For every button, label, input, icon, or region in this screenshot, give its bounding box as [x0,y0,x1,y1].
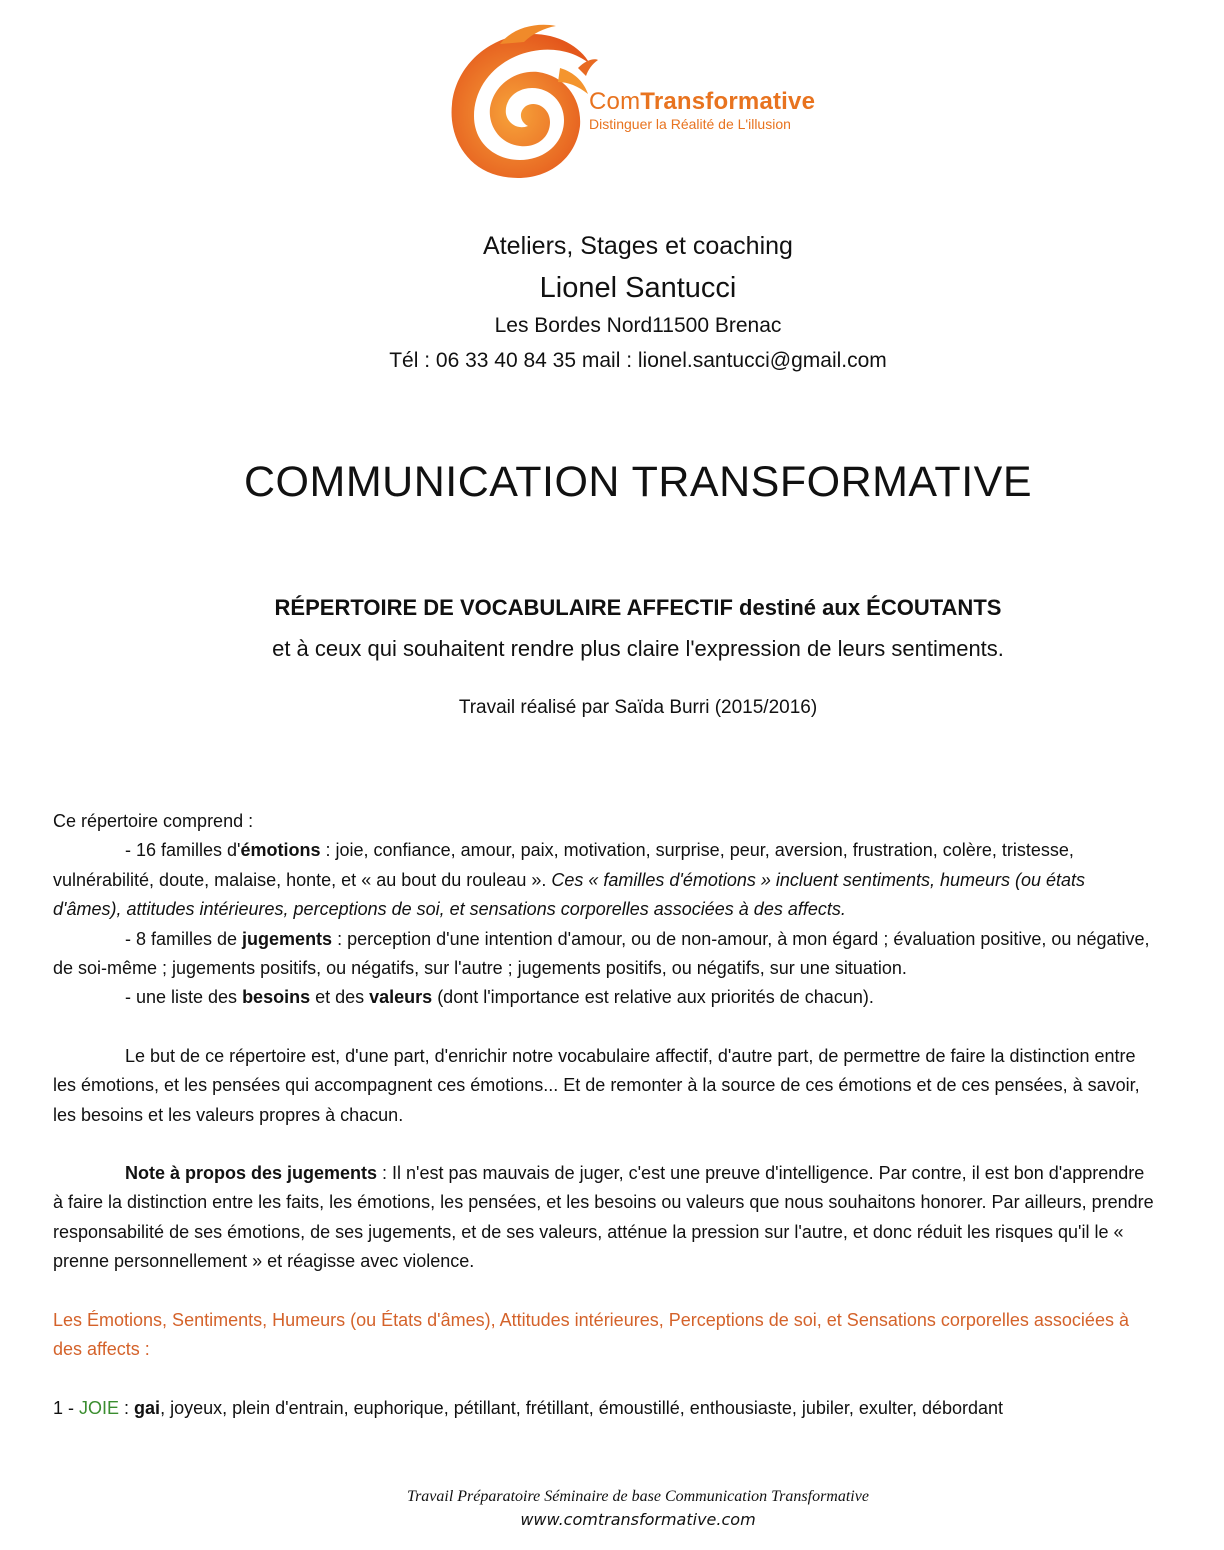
list-item-emotions: - 16 familles d'émotions : joie, confiance, amour, paix, motivation, surprise, peur, aversion, frustration, colère, tristesse, vulnérabilité, doute, malaise, honte, et « au bout du rouleau ». Ces « familles d'émotions » incluent sentiments, humeurs (ou états d'âmes), attitudes intérieures, perceptions de soi, et sensations corporelles associées à des affects. [53,840,1086,920]
subtitle-secondary: et à ceux qui souhaitent rendre plus claire l'expression de leurs sentiments. [272,636,1004,661]
purpose-paragraph: Le but de ce répertoire est, d'une part, d'enrichir notre vocabulaire affectif, d'autre part, de permettre de faire la distinction entre les émotions, et les pensées qui accompagnent ces émotions... Et de remonter à la source de ces émotions et de ces pensées, à savoir, les besoins et les valeurs propres à chacun. [53,1045,1140,1125]
page-footer [0,1486,1224,1532]
subtitle-main: RÉPERTOIRE DE VOCABULAIRE AFFECTIF destiné aux ÉCOUTANTS [274,595,1002,620]
contact-phone-mail: Tél : 06 33 40 84 35 mail : lionel.santucci@gmail.com [389,349,887,372]
document-body [53,807,1158,1423]
contact-services: Ateliers, Stages et coaching [483,232,793,260]
logo [440,20,860,190]
list-item-needs-values: - une liste des besoins et des valeurs (dont l'importance est relative aux priorités de chacun). [125,987,874,1008]
footer-title: Travail Préparatoire Séminaire de base Communication Transformative [407,1488,869,1505]
contact-address: Les Bordes Nord11500 Brenac [494,314,782,337]
joy-entry: 1 - JOIE : gai, joyeux, plein d'entrain, euphorique, pétillant, frétillant, émoustillé, enthousiaste, jubiler, exulter, débordant [53,1397,1004,1418]
intro-paragraph: Ce répertoire comprend : [53,811,254,831]
section-heading: Les Émotions, Sentiments, Humeurs (ou États d'âmes), Attitudes intérieures, Perceptions de soi, et Sensations corporelles associées à des affects : [53,1309,1129,1360]
list-item-judgements: - 8 familles de jugements : perception d'une intention d'amour, ou de non-amour, à mon égard ; évaluation positive, ou négative, de soi-même ; jugements positifs, ou négatifs, sur l'autre ; jugements positifs, ou négatifs, sur une situation. [53,928,1150,979]
credit-line: Travail réalisé par Saïda Burri (2015/2016) [458,697,818,718]
page-title: COMMUNICATION TRANSFORMATIVE [244,458,1032,506]
brand-name: ComTransformative [589,88,816,115]
note-paragraph: Note à propos des jugements : Il n'est pas mauvais de juger, c'est une preuve d'intelligence. Par contre, il est bon d'apprendre à faire la distinction entre les faits, les émotions, les pensées, et les besoins ou valeurs que nous souhaitons honorer. Par ailleurs, prendre responsabilité de ses émotions, de ses jugements, et de ses valeurs, atténue la pression sur l'autre, et donc réduit les risques qu'il le « prenne personnellement » et réagisse avec violence. [53,1163,1154,1272]
orange-spiral-logo-icon [440,20,600,190]
brand-tagline: Distinguer la Réalité de L'illusion [589,116,791,132]
footer-website: www.comtransformative.com [520,1510,756,1529]
contact-name: Lionel Santucci [539,272,737,304]
